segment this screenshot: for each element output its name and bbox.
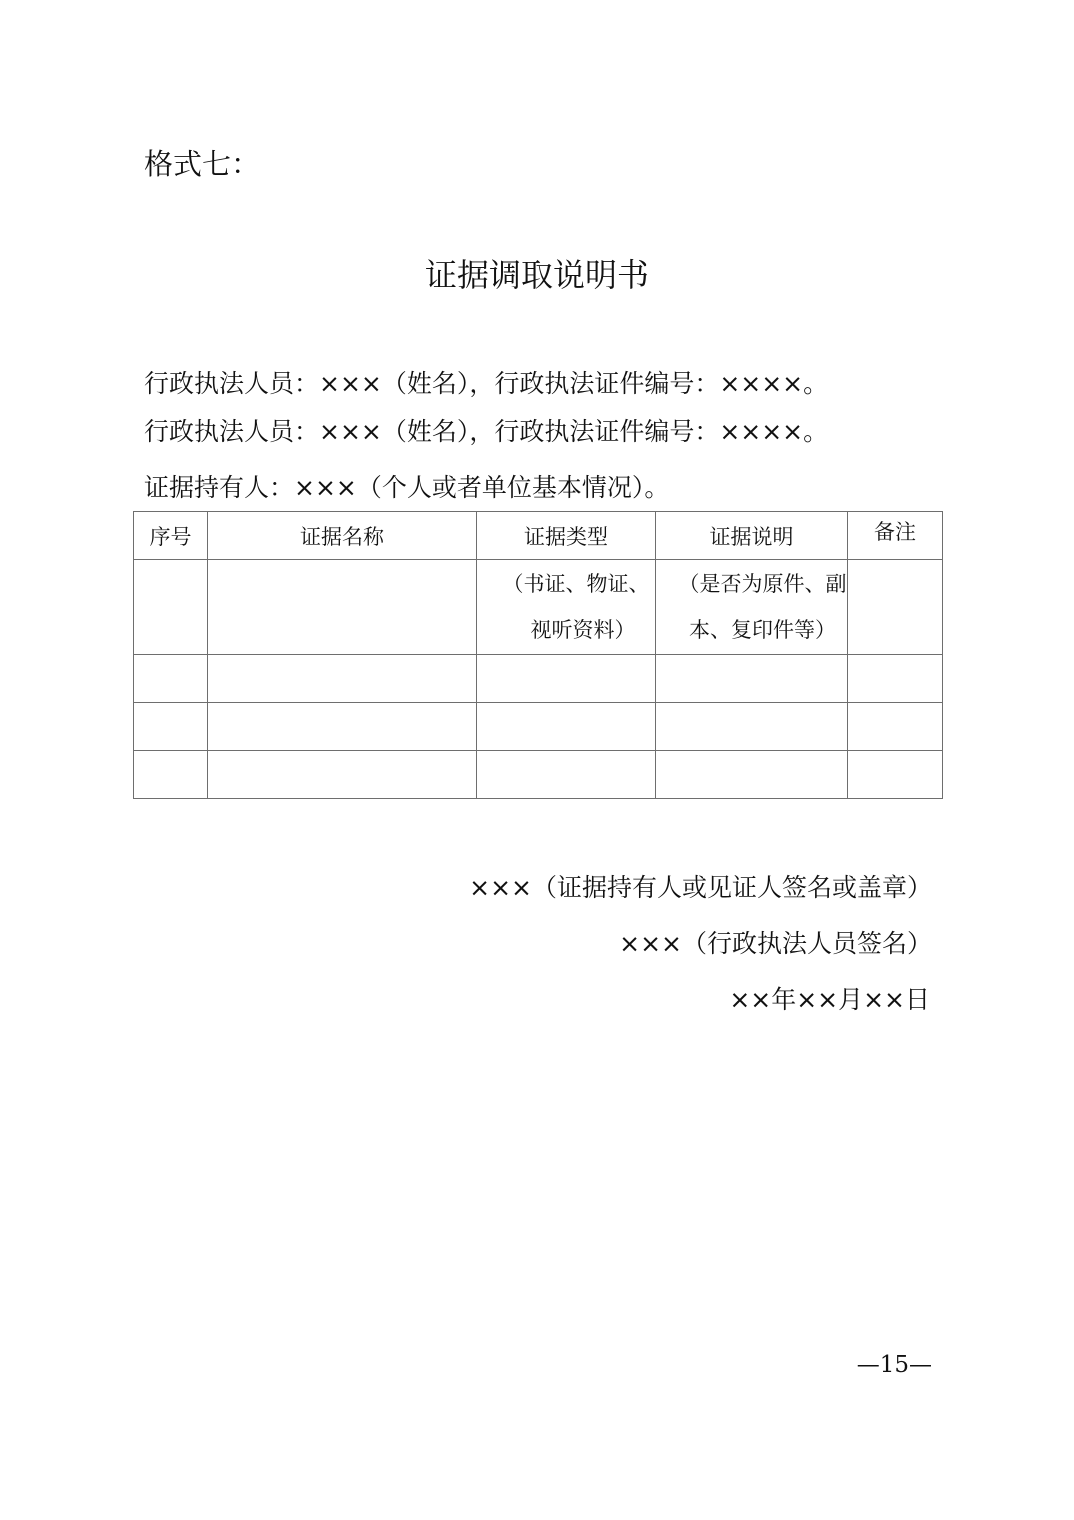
table-row [134,560,943,655]
table-cell [848,560,943,655]
header-serial: 序号 [134,512,208,560]
table-cell [477,655,656,703]
table-cell [134,703,208,751]
table-cell [134,560,208,655]
table-cell [477,751,656,799]
document-title: 证据调取说明书 [424,256,649,294]
table-cell [134,655,208,703]
holder-signature-line: ×××（证据持有人或见证人签名或盖章） [469,873,932,902]
format-label: 格式七： [144,147,261,181]
header-remarks [848,512,943,560]
officer-line-2: 行政执法人员：×××（姓名），行政执法证件编号：××××。 [144,417,829,446]
table-row [134,751,943,799]
table-header-row [134,512,943,560]
table-cell [656,751,848,799]
evidence-description-note [656,560,848,655]
page-number: —15— [856,1352,932,1378]
header-evidence-name: 证据名称 [208,512,477,560]
officer-line-1: 行政执法人员：×××（姓名），行政执法证件编号：××××。 [144,369,829,398]
table-cell [134,751,208,799]
evidence-holder-line: 证据持有人：×××（个人或者单位基本情况）。 [144,473,670,502]
table-cell [208,560,477,655]
table-row [134,655,943,703]
date-line: ××年××月××日 [729,985,930,1014]
header-remarks-label: 备注 [874,519,916,544]
table-cell [208,655,477,703]
table-cell [477,703,656,751]
evidence-table [133,511,943,799]
header-evidence-type: 证据类型 [477,512,656,560]
table-cell [848,751,943,799]
table-row [134,703,943,751]
evidence-type-note-line-1: （书证、物证、 [502,572,650,596]
table-cell [656,703,848,751]
evidence-description-note-line-1: （是否为原件、副 [678,572,847,596]
table-cell [656,655,848,703]
table-cell [208,703,477,751]
table-cell [848,655,943,703]
evidence-type-note [477,560,656,655]
header-evidence-description: 证据说明 [656,512,848,560]
evidence-type-note-line-2: 视听资料） [530,618,636,642]
table-cell [848,703,943,751]
officer-signature-line: ×××（行政执法人员签名） [619,929,932,958]
evidence-description-note-line-2: 本、复印件等） [689,618,836,642]
table-cell [208,751,477,799]
